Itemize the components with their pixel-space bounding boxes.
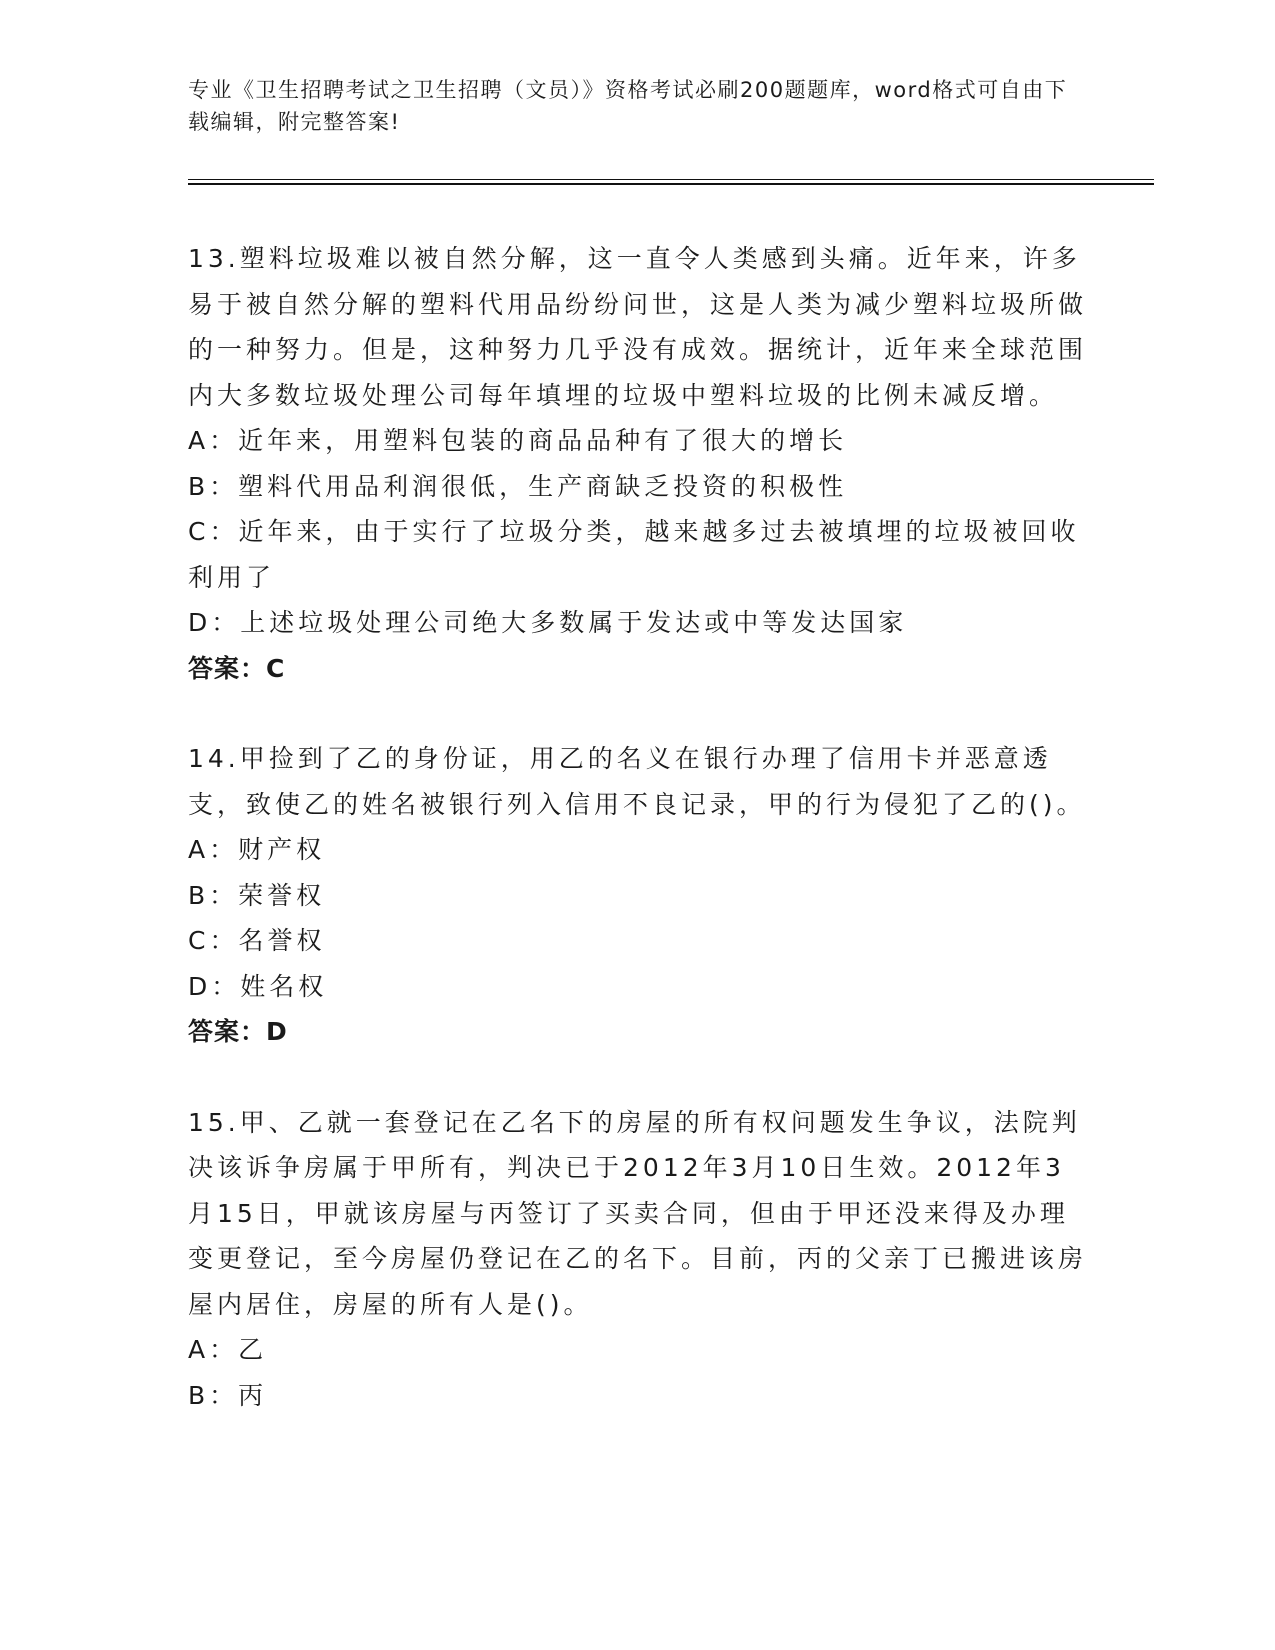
question-13 xyxy=(188,236,1088,691)
option-d: D：姓名权 xyxy=(188,971,328,1001)
question-stem: 15.甲、乙就一套登记在乙名下的房屋的所有权问题发生争议，法院判决该诉争房属于甲所有，判决已于2012年3月10日生效。2012年3月15日，甲就该房屋与丙签订了买卖合同，但由于甲还没来得及办理变更登记，至今房屋仍登记在乙的名下。目前，丙的父亲丁已搬进该房屋内居住，房屋的所有人是()。 xyxy=(188,1107,1088,1319)
question-stem: 14.甲捡到了乙的身份证，用乙的名义在银行办理了信用卡并恶意透支，致使乙的姓名被银行列入信用不良记录，甲的行为侵犯了乙的()。 xyxy=(188,744,1086,819)
option-b: B：丙 xyxy=(188,1380,268,1410)
option-b: B：塑料代用品利润很低，生产商缺乏投资的积极性 xyxy=(188,471,848,501)
option-d: D：上述垃圾处理公司绝大多数属于发达或中等发达国家 xyxy=(188,608,908,637)
option-a: A：乙 xyxy=(188,1335,268,1364)
option-b: B：荣誉权 xyxy=(188,880,326,910)
option-c: C：近年来，由于实行了垃圾分类，越来越多过去被填埋的垃圾被回收利用了 xyxy=(188,517,1080,592)
answer-label: 答案：D xyxy=(188,1017,288,1046)
question-15 xyxy=(188,1100,1088,1419)
option-a: A：近年来，用塑料包装的商品品种有了很大的增长 xyxy=(188,426,848,455)
option-a: A：财产权 xyxy=(188,835,326,864)
header-divider-thin xyxy=(188,179,1154,180)
question-list xyxy=(188,236,1088,1463)
question-stem: 13.塑料垃圾难以被自然分解，这一直令人类感到头痛。近年来，许多易于被自然分解的塑料代用品纷纷问世，这是人类为减少塑料垃圾所做的一种努力。但是，这种努力几乎没有成效。据统计，近年来全球范围内大多数垃圾处理公司每年填埋的垃圾中塑料垃圾的比例未减反增。 xyxy=(188,244,1088,410)
option-c: C：名誉权 xyxy=(188,926,326,955)
document-header-title: 专业《卫生招聘考试之卫生招聘（文员）》资格考试必刷200题题库，word格式可自由下载编辑，附完整答案! xyxy=(188,78,1068,134)
header-divider-thick xyxy=(188,183,1154,185)
answer-label: 答案：C xyxy=(188,653,286,683)
question-14 xyxy=(188,736,1088,1055)
